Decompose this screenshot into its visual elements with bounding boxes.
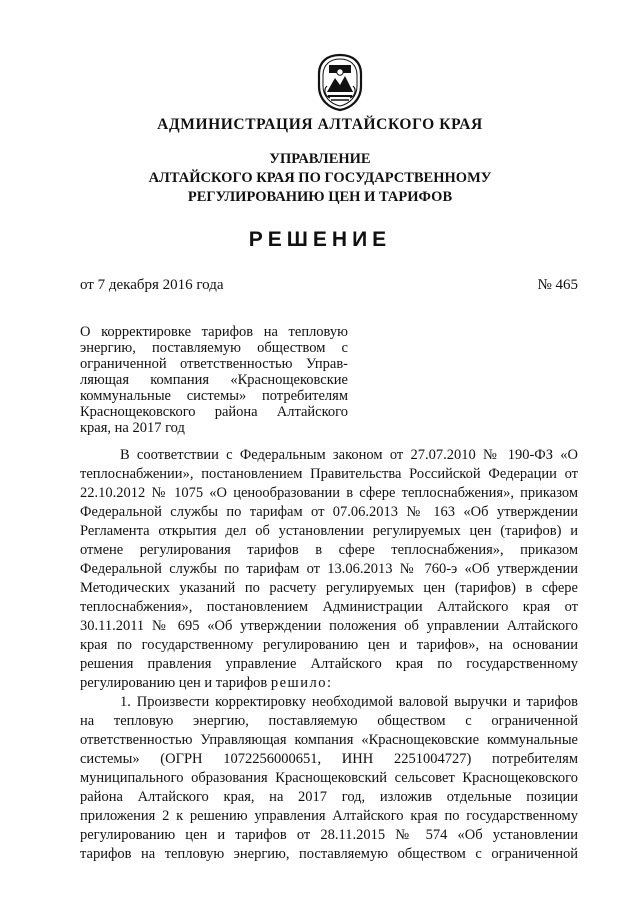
body-line: ответственностью Управляющая компания «Краснощековские коммунальные [80, 732, 578, 748]
body-line: 22.10.2012 № 1075 «О ценообразовании в сфере теплоснабжения», приказом [80, 485, 578, 501]
body-line: решения правления управление Алтайского края по государственному [80, 656, 578, 672]
body-line-text: регулированию цен и тарифов [80, 675, 268, 691]
document-date: от 7 декабря 2016 года [80, 277, 224, 293]
subject-line: О корректировке тарифов на тепловую [80, 324, 348, 340]
altai-krai-coat-of-arms-icon [313, 52, 367, 112]
body-line: на тепловую энергию, поставляемую обществом с ограниченной [80, 713, 578, 729]
subject-line: энергию, поставляемую обществом с [80, 340, 348, 356]
body-line: отмене регулирования тарифов в сфере теплоснабжения», приказом [80, 542, 578, 558]
department-name [0, 150, 640, 207]
body-line: системы» (ОГРН 1072256000651, ИНН 2251004727) потребителям [80, 751, 578, 767]
subject-line: края, на 2017 год [80, 420, 185, 436]
document-number: № 465 [537, 277, 578, 293]
body-line: края по государственному регулированию цен и тарифов», на основании [80, 637, 578, 653]
administration-title: АДМИНИСТРАЦИЯ АЛТАЙСКОГО КРАЯ [157, 116, 483, 133]
body-line [80, 674, 578, 693]
body-line: Регламента открытия дел об установлении регулируемых цен (тарифов) и [80, 523, 578, 539]
body-line: В соответствии с Федеральным законом от 27.07.2010 № 190-ФЗ «О [120, 447, 578, 463]
body-line: регулированию цен и тарифов от 28.11.2015 № 574 «Об установлении [80, 827, 578, 843]
document-type-title: РЕШЕНИЕ [248, 228, 392, 251]
body-line: тарифов на тепловую энергию, поставляемую обществом с ограниченной [80, 846, 578, 862]
body-line: Методических указаний по расчету регулируемых цен (тарифов) в сфере [80, 580, 578, 596]
body-line: теплоснабжения», постановлением Администрации Алтайского края от [80, 599, 578, 615]
document-body [80, 446, 578, 864]
body-line: муниципального образования Краснощековский сельсовет Краснощековского [80, 770, 578, 786]
department-line: РЕГУЛИРОВАНИЮ ЦЕН И ТАРИФОВ [187, 189, 453, 205]
subject-line: Краснощековского района Алтайского [80, 404, 348, 420]
decided-word: решило: [270, 675, 333, 691]
body-line: 30.11.2011 № 695 «Об утверждении положения об управлении Алтайского [80, 618, 578, 634]
body-line: Федеральной службы по тарифам от 13.06.2013 № 760-э «Об утверждении [80, 561, 578, 577]
subject-line: коммунальные системы» потребителям [80, 388, 348, 404]
subject-line: ограниченной ответственностью Управ- [80, 356, 348, 372]
body-line: теплоснабжении», постановлением Правительства Российской Федерации от [80, 466, 578, 482]
department-line: АЛТАЙСКОГО КРАЯ ПО ГОСУДАРСТВЕННОМУ [148, 170, 492, 186]
body-line: Федеральной службы по тарифам от 07.06.2013 № 163 «Об утверждении [80, 504, 578, 520]
body-line: приложения 2 к решению управления Алтайского края по государственному [80, 808, 578, 824]
department-line: УПРАВЛЕНИЕ [269, 151, 371, 167]
body-line: района Алтайского края, на 2017 год, изложив отдельные позиции [80, 789, 578, 805]
body-line: 1. Произвести корректировку необходимой валовой выручки и тарифов [120, 694, 578, 710]
subject-block [80, 324, 348, 436]
subject-line: ляющая компания «Краснощековские [80, 372, 348, 388]
